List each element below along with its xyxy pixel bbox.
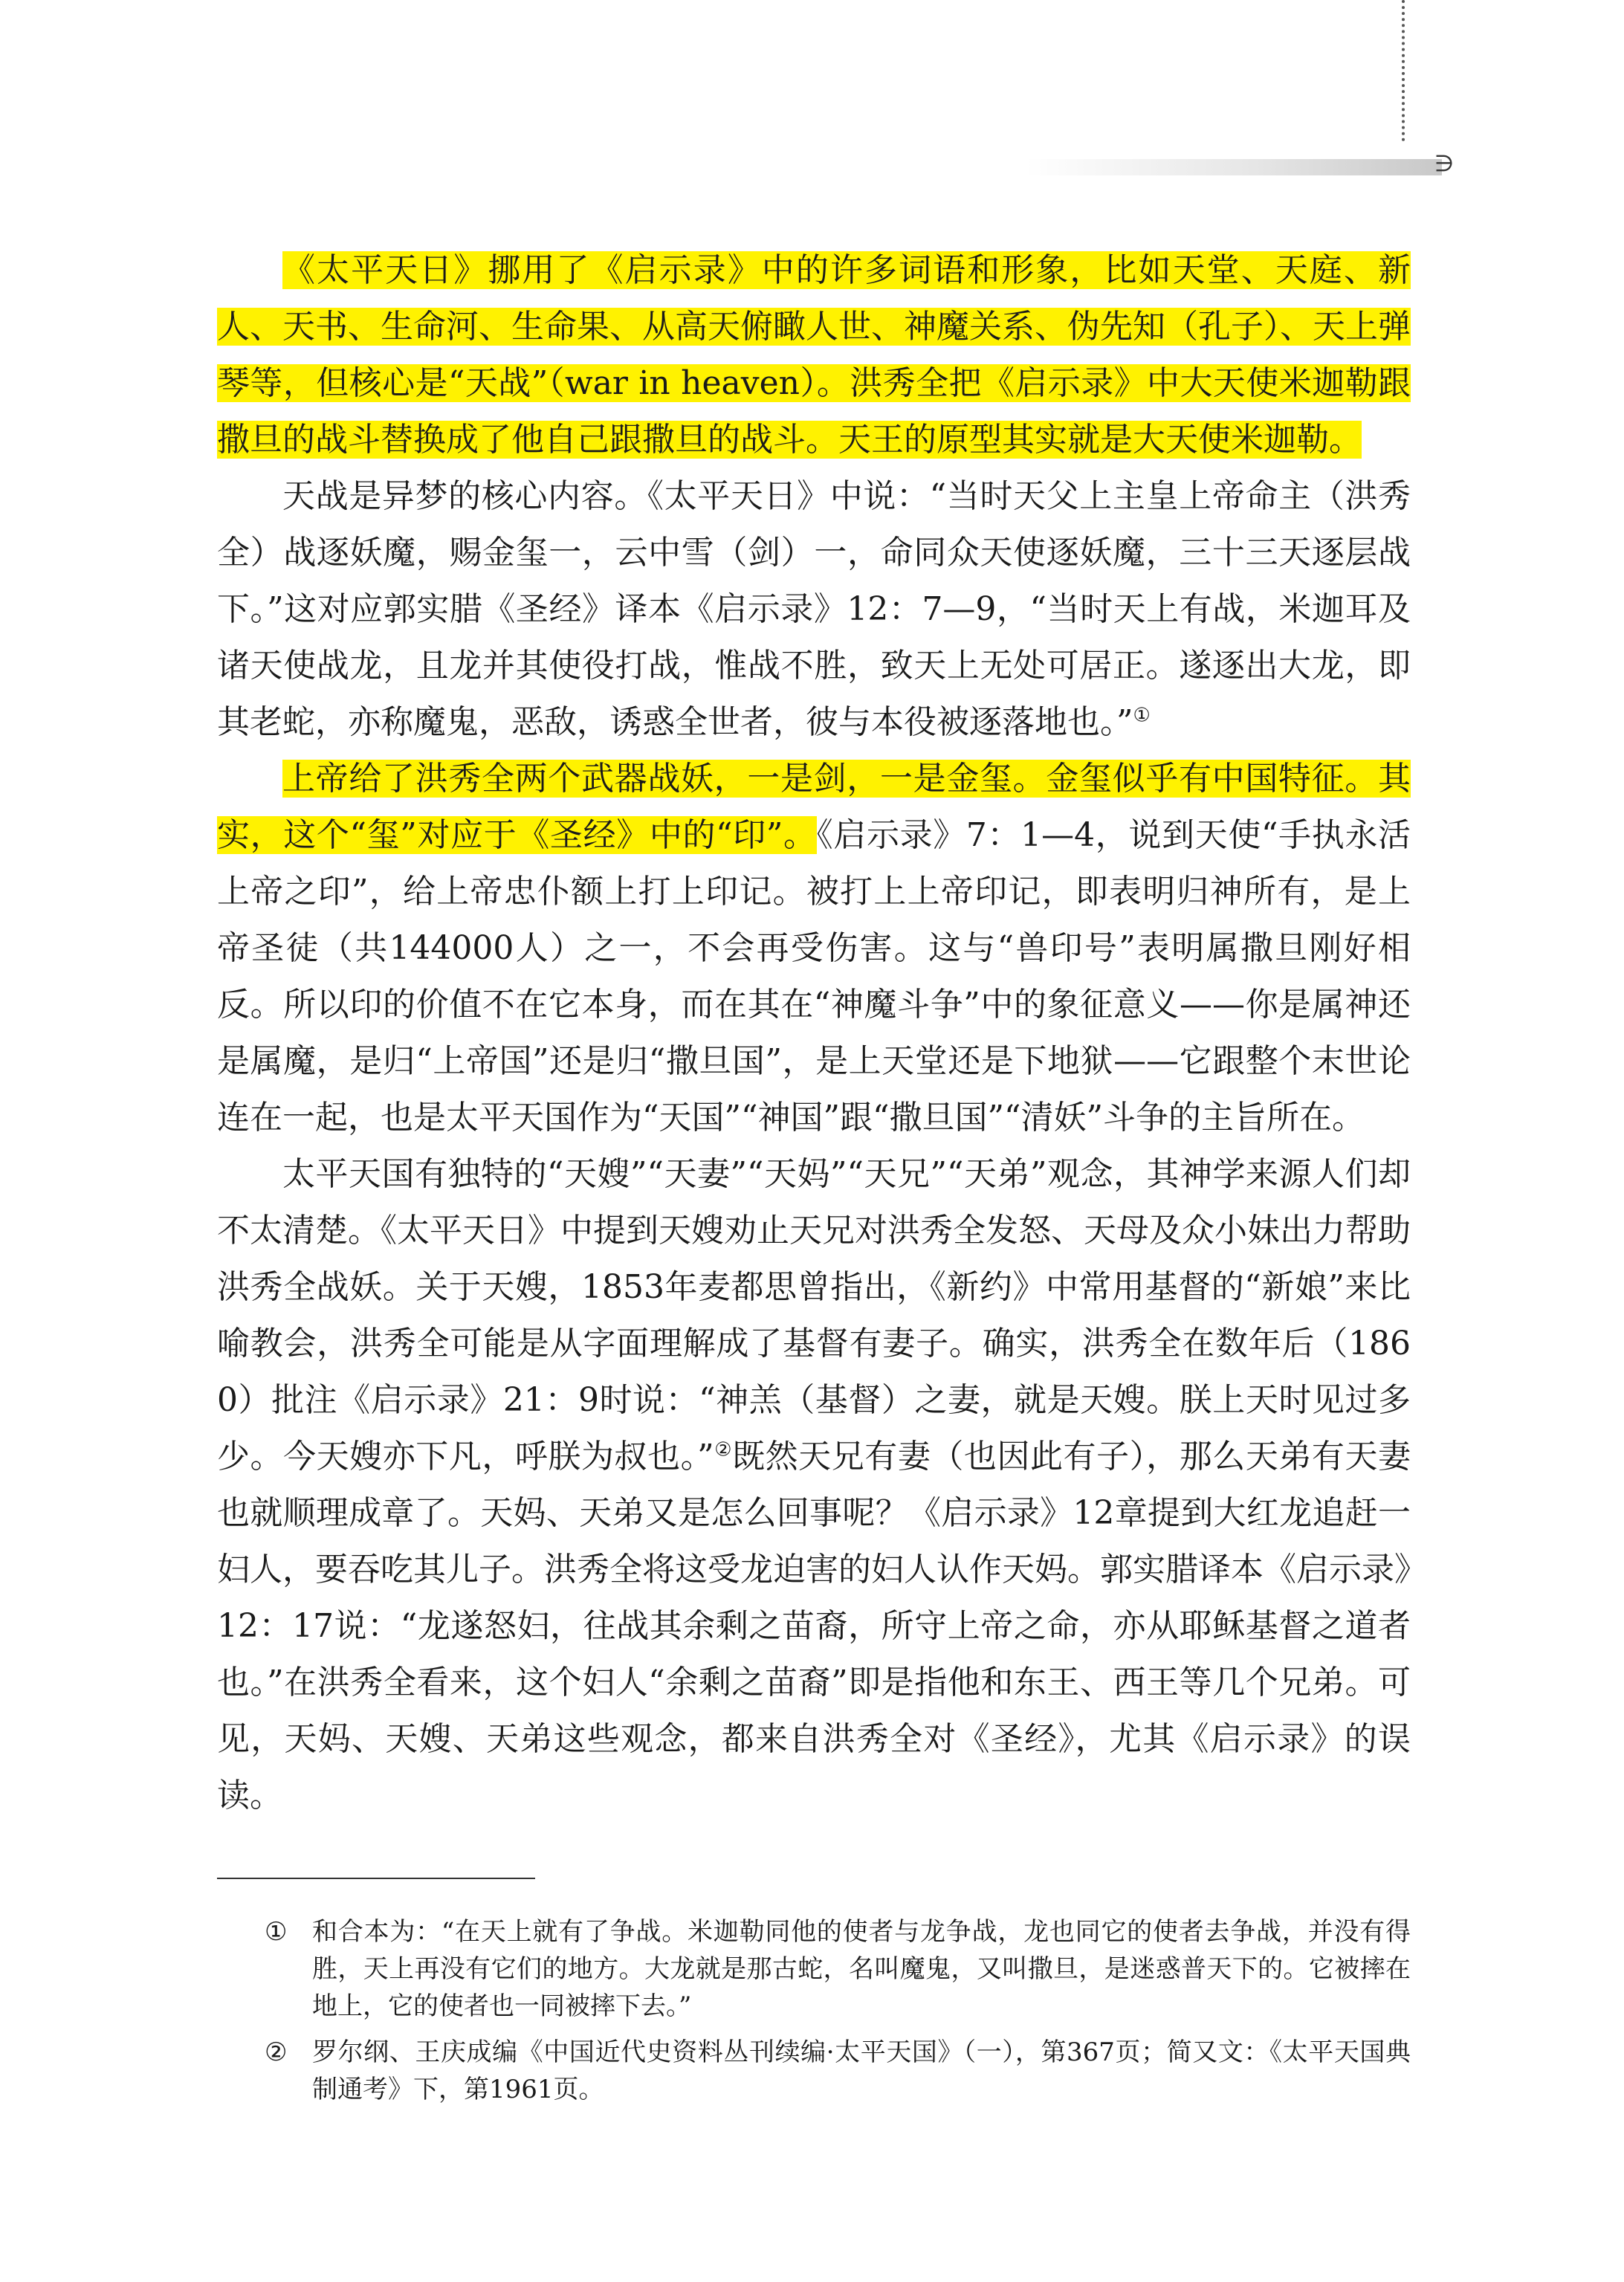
footnotes — [265, 1913, 1411, 2117]
margin-dotted-rule — [1402, 0, 1405, 141]
paragraph-3 — [217, 751, 1411, 1146]
footnote-mark: ① — [265, 1917, 288, 1947]
footnote-ref-2: ② — [714, 1438, 733, 1461]
header-scroll-icon: ∋ — [1434, 151, 1455, 177]
paragraph-1 — [217, 242, 1411, 468]
footnote-divider — [217, 1878, 535, 1879]
footnote-2 — [265, 2034, 1411, 2108]
footnote-1 — [265, 1913, 1411, 2025]
footnote-mark: ② — [265, 2037, 288, 2067]
page-body — [217, 242, 1411, 1824]
footnote-text: 罗尔纲、王庆成编《中国近代史资料丛刊续编·太平天国》（一），第367页；简又文：《太平天国典制通考》下，第1961页。 — [312, 2037, 1411, 2104]
paragraph-text: 太平天国有独特的“天嫂”“天妻”“天妈”“天兄”“天弟”观念，其神学来源人们却不太清楚。《太平天日》中提到天嫂劝止天兄对洪秀全发怒、天母及众小妹出力帮助洪秀全战妖。关于天嫂，1853年麦都思曾指出，《新约》中常用基督的“新娘”来比喻教会，洪秀全可能是从字面理解成了基督有妻子。确实，洪秀全在数年后（1860）批注《启示录》21：9时说：“神羔（基督）之妻，就是天嫂。朕上天时见过多少。今天嫂亦下凡，呼朕为叔也。” — [217, 1155, 1411, 1475]
paragraph-2 — [217, 468, 1411, 751]
paragraph-text: 《启示录》7：1—4，说到天使“手执永活上帝之印”，给上帝忠仆额上打上印记。被打上上帝印记，即表明归神所有，是上帝圣徒（共144000人）之一，不会再受伤害。这与“兽印号”表明属撒旦刚好相反。所以印的价值不在它本身，而在其在“神魔斗争”中的象征意义——你是属神还是属魔，是归“上帝国”还是归“撒旦国”，是上天堂还是下地狱——它跟整个末世论连在一起，也是太平天国作为“天国”“神国”跟“撒旦国”“清妖”斗争的主旨所在。 — [217, 816, 1411, 1137]
footnote-text: 和合本为：“在天上就有了争战。米迦勒同他的使者与龙争战，龙也同它的使者去争战，并没有得胜，天上再没有它们的地方。大龙就是那古蛇，名叫魔鬼，又叫撒旦，是迷惑普天下的。它被摔在地上，它的使者也一同被摔下去。” — [312, 1917, 1411, 2021]
paragraph-text-continued: 既然天兄有妻（也因此有子），那么天弟有天妻也就顺理成章了。天妈、天弟又是怎么回事呢？《启示录》12章提到大红龙追赶一妇人，要吞吃其儿子。洪秀全将这受龙迫害的妇人认作天妈。郭实腊译本《启示录》12：17说：“龙遂怒妇，往战其余剩之苗裔，所守上帝之命，亦从耶稣基督之道者也。”在洪秀全看来，这个妇人“余剩之苗裔”即是指他和东王、西王等几个兄弟。可见，天妈、天嫂、天弟这些观念，都来自洪秀全对《圣经》，尤其《启示录》的误读。 — [217, 1438, 1411, 1814]
paragraph-text: 天战是异梦的核心内容。《太平天日》中说：“当时天父上主皇上帝命主（洪秀全）战逐妖魔，赐金玺一，云中雪（剑）一，命同众天使逐妖魔，三十三天逐层战下。”这对应郭实腊《圣经》译本《启示录》12：7—9，“当时天上有战，米迦耳及诸天使战龙，且龙并其使役打战，惟战不胜，致天上无处可居正。遂逐出大龙，即其老蛇，亦称魔鬼，恶敌，诱惑全世者，彼与本役被逐落地也。” — [217, 477, 1411, 741]
footnote-ref-1: ① — [1133, 704, 1151, 727]
header-gradient-rule — [1026, 159, 1442, 175]
highlighted-text: 《太平天日》挪用了《启示录》中的许多词语和形象，比如天堂、天庭、新人、天书、生命河、生命果、从高天俯瞰人世、神魔关系、伪先知（孔子）、天上弹琴等，但核心是“天战”（war in heaven）。洪秀全把《启示录》中大天使米迦勒跟撒旦的战斗替换成了他自己跟撒旦的战斗。天王的原型其实就是大天使米迦勒。 — [217, 251, 1411, 459]
paragraph-4 — [217, 1146, 1411, 1824]
highlighted-text: 上帝给了洪秀全两个武器战妖，一是剑，一是金玺。金玺似乎有中国特征。其实，这个“玺”对应于《圣经》中的“印”。 — [217, 760, 1411, 854]
